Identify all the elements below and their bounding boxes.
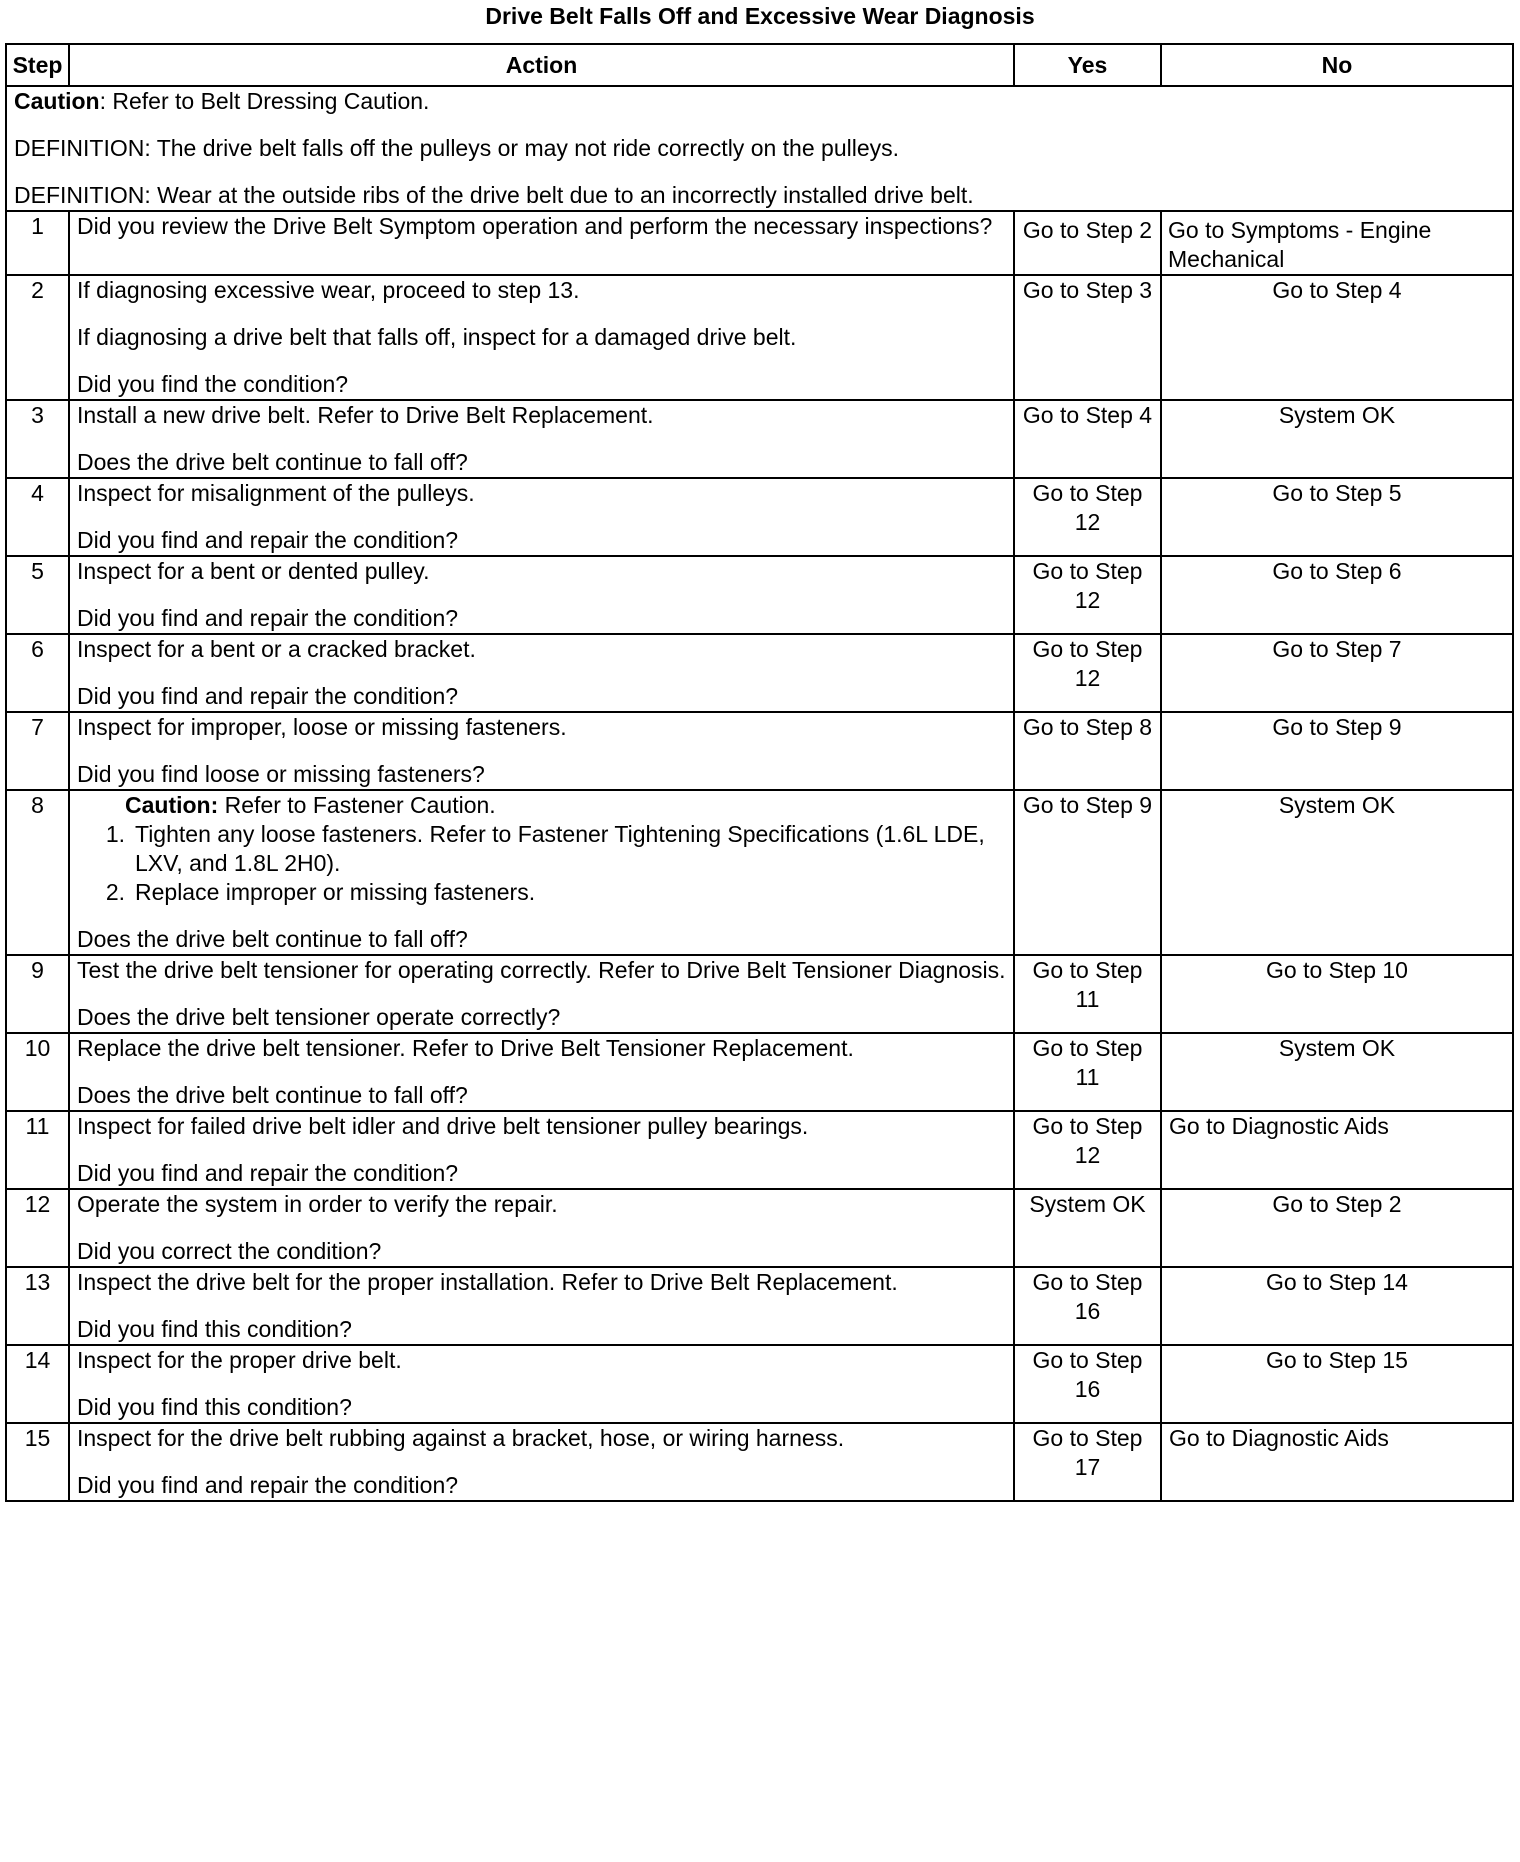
- action-cell: [69, 790, 1014, 955]
- yes-cell: Go to Step 12: [1014, 556, 1161, 634]
- caution-text: : Refer to Belt Dressing Caution.: [99, 88, 430, 114]
- yes-cell: Go to Step 2: [1014, 211, 1161, 275]
- table-row: [6, 556, 1513, 634]
- step-number: 4: [6, 478, 69, 556]
- no-cell: Go to Diagnostic Aids: [1161, 1111, 1513, 1189]
- table-row: [6, 400, 1513, 478]
- action-line: Install a new drive belt. Refer to Drive Belt Replacement.: [77, 402, 654, 428]
- action-line: Did you review the Drive Belt Symptom operation and perform the necessary inspections?: [77, 213, 993, 239]
- step-number: 12: [6, 1189, 69, 1267]
- step-number: 3: [6, 400, 69, 478]
- no-cell: Go to Step 14: [1161, 1267, 1513, 1345]
- no-cell: Go to Step 10: [1161, 955, 1513, 1033]
- table-row: [6, 1423, 1513, 1501]
- table-row: [6, 275, 1513, 400]
- yes-cell: Go to Step 3: [1014, 275, 1161, 400]
- action-question: Did you find and repair the condition?: [77, 527, 459, 553]
- caution-block: [6, 86, 1513, 211]
- caution-row: [6, 86, 1513, 211]
- table-row: [6, 1267, 1513, 1345]
- table-row: [6, 634, 1513, 712]
- action-line: Inspect for a bent or a cracked bracket.: [77, 636, 476, 662]
- action-line: Inspect for failed drive belt idler and drive belt tensioner pulley bearings.: [77, 1113, 809, 1139]
- list-item: 2. Replace improper or missing fasteners.: [105, 879, 536, 905]
- yes-cell: Go to Step 16: [1014, 1345, 1161, 1423]
- caution-text: Refer to Fastener Caution.: [218, 792, 496, 818]
- yes-cell: Go to Step 16: [1014, 1267, 1161, 1345]
- step-number: 6: [6, 634, 69, 712]
- action-line: Inspect for improper, loose or missing fasteners.: [77, 714, 567, 740]
- step-number: 1: [6, 211, 69, 275]
- action-cell: [69, 1111, 1014, 1189]
- action-line: Inspect the drive belt for the proper installation. Refer to Drive Belt Replacement.: [77, 1269, 898, 1295]
- action-line: If diagnosing a drive belt that falls off, inspect for a damaged drive belt.: [77, 324, 797, 350]
- table-row: [6, 478, 1513, 556]
- yes-cell: Go to Step 11: [1014, 955, 1161, 1033]
- action-line: If diagnosing excessive wear, proceed to step 13.: [77, 277, 580, 303]
- action-cell: [69, 1345, 1014, 1423]
- yes-cell: Go to Step 12: [1014, 1111, 1161, 1189]
- action-cell: [69, 556, 1014, 634]
- yes-cell: Go to Step 9: [1014, 790, 1161, 955]
- no-cell: Go to Step 6: [1161, 556, 1513, 634]
- table-row: [6, 712, 1513, 790]
- action-cell: [69, 211, 1014, 275]
- definition-wear: DEFINITION: Wear at the outside ribs of the drive belt due to an incorrectly installed drive belt.: [14, 182, 974, 208]
- action-line: Test the drive belt tensioner for operating correctly. Refer to Drive Belt Tensioner Diagnosis.: [77, 957, 1006, 983]
- no-cell: System OK: [1161, 790, 1513, 955]
- action-cell: [69, 275, 1014, 400]
- header-no: No: [1161, 44, 1513, 86]
- action-cell: [69, 634, 1014, 712]
- list-item: 1. Tighten any loose fasteners. Refer to Fastener Tightening Specifications (1.6L LDE, LXV, and 1.8L 2H0).: [87, 820, 1006, 878]
- yes-cell: Go to Step 11: [1014, 1033, 1161, 1111]
- header-row: [6, 44, 1513, 86]
- action-cell: [69, 1033, 1014, 1111]
- step-number: 11: [6, 1111, 69, 1189]
- fastener-caution: [77, 791, 1006, 820]
- action-line: Inspect for the drive belt rubbing against a bracket, hose, or wiring harness.: [77, 1425, 845, 1451]
- yes-cell: Go to Step 12: [1014, 634, 1161, 712]
- no-cell: Go to Step 2: [1161, 1189, 1513, 1267]
- action-question: Does the drive belt continue to fall off?: [77, 1082, 468, 1108]
- action-cell: [69, 712, 1014, 790]
- action-question: Did you find loose or missing fasteners?: [77, 761, 485, 787]
- action-line: Inspect for misalignment of the pulleys.: [77, 480, 475, 506]
- no-cell: Go to Symptoms - Engine Mechanical: [1161, 211, 1513, 275]
- yes-cell: Go to Step 17: [1014, 1423, 1161, 1501]
- no-cell: Go to Step 5: [1161, 478, 1513, 556]
- action-question: Did you find and repair the condition?: [77, 1160, 459, 1186]
- caution-label: Caution: [14, 88, 100, 114]
- action-cell: [69, 955, 1014, 1033]
- step-number: 14: [6, 1345, 69, 1423]
- table-row: [6, 1111, 1513, 1189]
- action-line: Inspect for a bent or dented pulley.: [77, 558, 430, 584]
- table-row: [6, 955, 1513, 1033]
- list-item-text: Replace improper or missing fasteners.: [135, 879, 536, 905]
- action-question: Did you find this condition?: [77, 1394, 352, 1420]
- step-number: 2: [6, 275, 69, 400]
- no-cell: Go to Step 4: [1161, 275, 1513, 400]
- header-yes: Yes: [1014, 44, 1161, 86]
- no-cell: Go to Step 7: [1161, 634, 1513, 712]
- action-question: Did you find the condition?: [77, 371, 349, 397]
- document-title: Drive Belt Falls Off and Excessive Wear Diagnosis: [485, 3, 1035, 29]
- action-question: Did you find this condition?: [77, 1316, 352, 1342]
- action-cell: [69, 1189, 1014, 1267]
- step-number: 9: [6, 955, 69, 1033]
- step-number: 5: [6, 556, 69, 634]
- no-cell: Go to Step 9: [1161, 712, 1513, 790]
- table-row: [6, 1345, 1513, 1423]
- action-question: Does the drive belt tensioner operate correctly?: [77, 1004, 561, 1030]
- table-row: [6, 1033, 1513, 1111]
- step-number: 15: [6, 1423, 69, 1501]
- belt-dressing-caution: [14, 87, 1505, 116]
- table-row: [6, 211, 1513, 275]
- action-cell: [69, 1267, 1014, 1345]
- diagnosis-table: [5, 43, 1514, 1502]
- action-question: Did you find and repair the condition?: [77, 1472, 459, 1498]
- step-number: 8: [6, 790, 69, 955]
- no-cell: Go to Step 15: [1161, 1345, 1513, 1423]
- yes-cell: Go to Step 12: [1014, 478, 1161, 556]
- action-question: Does the drive belt continue to fall off?: [77, 449, 468, 475]
- action-line: Replace the drive belt tensioner. Refer to Drive Belt Tensioner Replacement.: [77, 1035, 854, 1061]
- action-cell: [69, 1423, 1014, 1501]
- action-line: Operate the system in order to verify the repair.: [77, 1191, 558, 1217]
- action-question: Did you find and repair the condition?: [77, 605, 459, 631]
- caution-label: Caution:: [125, 792, 219, 818]
- step-number: 10: [6, 1033, 69, 1111]
- no-cell: Go to Diagnostic Aids: [1161, 1423, 1513, 1501]
- header-action: Action: [69, 44, 1014, 86]
- action-line: Inspect for the proper drive belt.: [77, 1347, 402, 1373]
- yes-cell: System OK: [1014, 1189, 1161, 1267]
- action-question: Did you correct the condition?: [77, 1238, 382, 1264]
- table-row: [6, 1189, 1513, 1267]
- no-cell: System OK: [1161, 400, 1513, 478]
- step-number: 7: [6, 712, 69, 790]
- action-question: Does the drive belt continue to fall off?: [77, 926, 468, 952]
- step-number: 13: [6, 1267, 69, 1345]
- list-item-text: Tighten any loose fasteners. Refer to Fastener Tightening Specifications (1.6L LDE, LXV, and 1.8L 2H0).: [135, 821, 985, 876]
- table-row: [6, 790, 1513, 955]
- action-cell: [69, 478, 1014, 556]
- header-step: Step: [6, 44, 69, 86]
- definition-falls-off: DEFINITION: The drive belt falls off the pulleys or may not ride correctly on the pulleys.: [14, 135, 900, 161]
- fastener-steps: [77, 820, 1006, 907]
- action-question: Did you find and repair the condition?: [77, 683, 459, 709]
- yes-cell: Go to Step 4: [1014, 400, 1161, 478]
- action-cell: [69, 400, 1014, 478]
- yes-cell: Go to Step 8: [1014, 712, 1161, 790]
- no-cell: System OK: [1161, 1033, 1513, 1111]
